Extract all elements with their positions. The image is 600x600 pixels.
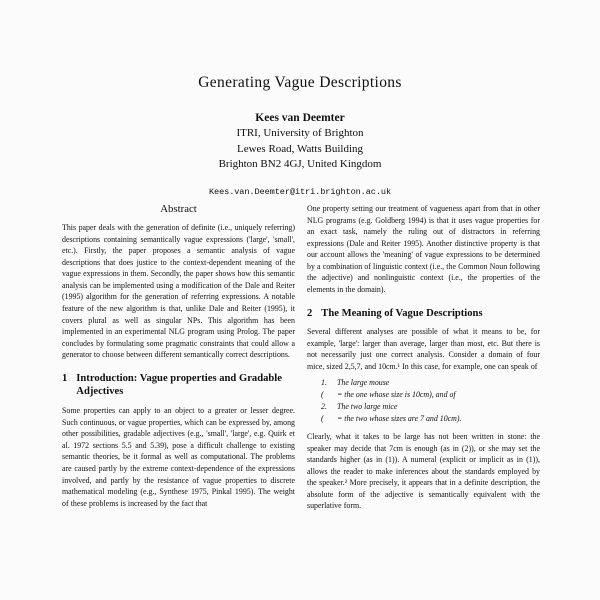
section-2-number: 2 [307, 307, 313, 319]
page-title: Generating Vague Descriptions [198, 74, 402, 91]
list-item-marker: ( [321, 414, 324, 424]
section-2-paragraph-1: Several different analyses are possible of what it means to be, for example, 'large': larger than average, larger than most, etc. But there is not necessarily just one correct analysis. Consider a domain of four mice, sized 2,5,7, and 10cm.¹ In this case, for example, one can speak of [307, 327, 540, 371]
list-item-text: The large mouse [337, 378, 390, 388]
right-column [307, 203, 540, 516]
left-column [62, 203, 295, 516]
section-1-number: 1 [62, 372, 68, 384]
affiliation-line-1: ITRI, University of Brighton [236, 126, 364, 139]
list-item-marker: 2. [321, 402, 327, 412]
section-1-heading [62, 372, 295, 399]
abstract-text: This paper deals with the generation of definite (i.e., uniquely referring) descriptions containing semantically vague expressions ('large', 'small', etc.). Firstly, the paper proposes a semantic analysis of vague descriptions that does justice to the context-dependent meaning of the vague expressions in them. Secondly, the paper shows how this semantic analysis can be implemented using a modification of the Dale and Reiter (1995) algorithm for the generation of referring expressions. A notable feature of the new algorithm is that, unlike Dale and Reiter (1995), it covers plural as well as singular NPs. This algorithm has been implemented in an experimental NLG program using Prolog. The paper concludes by formulating some pragmatic constraints that could allow a generator to choose between different semantically correct descriptions. [62, 223, 295, 360]
numbered-example-list [307, 377, 540, 424]
section-2-paragraph-2: Clearly, what it takes to be large has not been written in stone: the speaker may decide that 7cm is enough (as in (2)), or she may set the standards higher (as in (1)). A numeral (explicit or implicit as in (1)), allows the reader to make inferences about the standards employed by the speaker.² More precisely, it appears that in a definite description, the absolute form of the adjective is semantically equivalent with the superlative form. [307, 431, 540, 511]
author-name: Kees van Deemter [255, 111, 345, 124]
list-item [307, 413, 540, 425]
list-item-text: = the one whose size is 10cm), and of [337, 390, 456, 400]
list-item [307, 389, 540, 401]
abstract-heading: Abstract [160, 203, 197, 215]
list-item-marker: 1. [321, 378, 327, 388]
title-block [0, 0, 600, 197]
list-item-text: = the two whose sizes are 7 and 10cm). [337, 414, 462, 424]
right-column-intro-paragraph: One property setting our treatment of vagueness apart from that in other NLG programs (e.g. Goldberg 1994) is that it uses vague properties for an exact task, namely the ruling out of distractors in referring expressions (Dale and Reiter 1995). Another distinctive property is that our account allows the 'meaning' of vague expressions to be determined by a combination of linguistic context (i.e., the Common Noun following the adjective) and nonlinguistic context (i.e., the properties of the elements in the domain). [307, 204, 540, 295]
author-email: Kees.van.Deemter@itri.brighton.ac.uk [208, 186, 392, 197]
section-2-title: The Meaning of Vague Descriptions [321, 307, 483, 319]
section-2-heading [307, 307, 540, 321]
affiliation-line-3: Brighton BN2 4GJ, United Kingdom [218, 158, 382, 171]
section-1-paragraph-1: Some properties can apply to an object to a greater or lesser degree. Such continuous, or vague properties, which can be expressed by, among other possibilities, gradable adjectives (e.g., 'small', 'large', e.g. Quirk et al. 1972 sections 5.5 and 5.39), pose a difficult challenge to existing semantic theories, be it formal as well as computational. The problems are caused partly by the extreme context-dependence of the expressions involved, and partly by the resistance of vague properties to discrete mathematical modeling (e.g., Synthese 1975, Pinkal 1995). The weight of these problems is increased by the fact that [62, 406, 295, 508]
list-item-marker: ( [321, 390, 324, 400]
list-item [307, 401, 540, 413]
list-item-text: The two large mice [337, 402, 398, 412]
affiliation-line-2: Lewes Road, Watts Building [236, 142, 363, 155]
two-column-body [62, 203, 540, 516]
list-item [307, 377, 540, 389]
section-1-title: Introduction: Vague properties and Gradable Adjectives [76, 372, 282, 398]
